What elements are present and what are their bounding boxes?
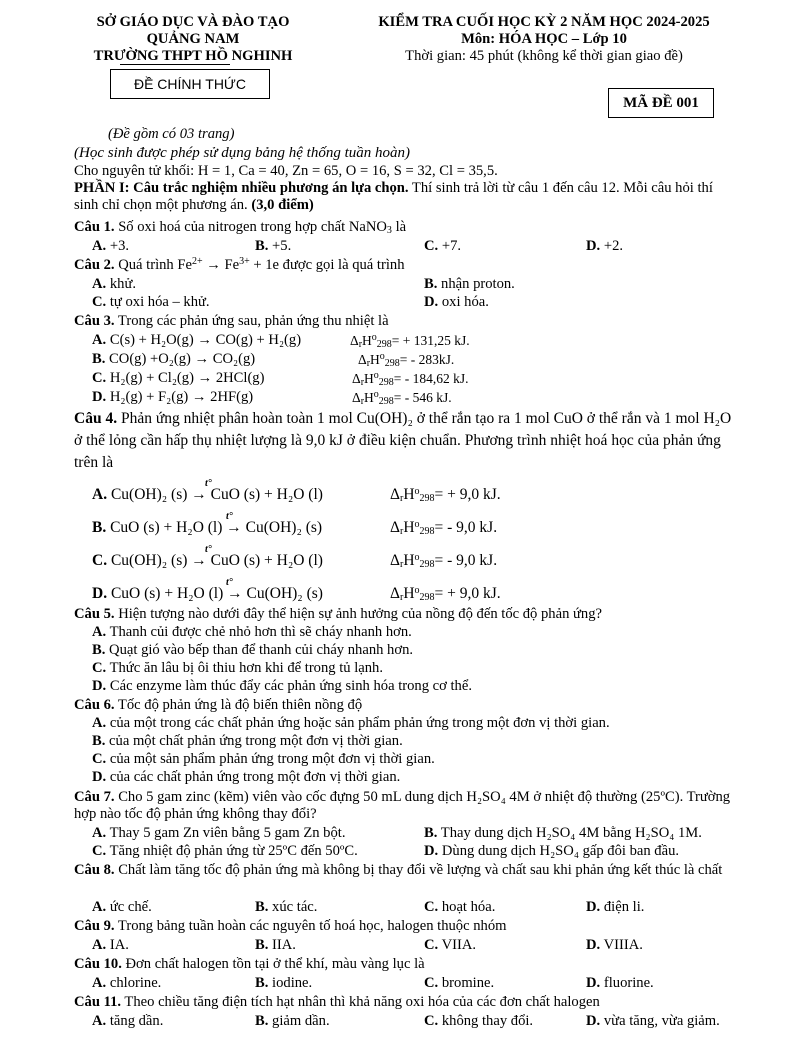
q11-a-text: tăng dần.	[109, 1013, 164, 1029]
q7-b-text: Thay dung dịch H₂SO₄ 4M bằng H₂SO₄ 1M.	[440, 825, 702, 841]
letter-d: D.	[586, 975, 601, 991]
q1-d-text: +2.	[603, 238, 624, 254]
h-std: $^o_{298}$	[373, 370, 394, 388]
q9-text: Trong bảng tuần hoàn các nguyên tố hoá học, halogen thuộc nhóm	[114, 918, 507, 934]
q9-a-text: IA.	[109, 937, 129, 953]
sub-r: r	[360, 396, 365, 407]
q1-option-b[interactable]	[255, 238, 291, 255]
letter-d: D.	[424, 294, 439, 310]
q8-a-text: ức chế.	[109, 899, 152, 915]
q3-b-eq: CO(g) +O₂(g) → CO₂(g)	[109, 351, 256, 367]
q6-option-b[interactable]	[92, 733, 403, 750]
letter-a: A.	[92, 937, 107, 953]
q3-d-eq: H₂(g) + F₂(g) → 2HF(g)	[109, 389, 254, 405]
q11-option-d[interactable]	[586, 1013, 720, 1030]
q9-d-text: VIIIA.	[603, 937, 643, 953]
q2-b-text: nhận proton.	[441, 276, 515, 292]
letter-c: C.	[424, 899, 439, 915]
delta: Δ	[350, 333, 359, 348]
q11-option-a[interactable]	[92, 1013, 163, 1030]
q4-d-eq: CuO (s) + H₂O (l) → Cu(OH)₂ (s)	[110, 585, 323, 602]
q3-option-c[interactable]	[92, 370, 264, 387]
q9-b-text: IIA.	[272, 937, 296, 953]
q10-a-text: chlorine.	[109, 975, 162, 991]
q10-d-text: fluorine.	[603, 975, 654, 991]
sub-r: r	[399, 493, 404, 504]
h-std: $^o_{298}$	[414, 519, 435, 537]
q9-option-d[interactable]	[586, 937, 643, 954]
delta: Δ	[352, 390, 361, 405]
q9-c-text: VIIA.	[441, 937, 477, 953]
letter-b: B.	[255, 238, 269, 254]
q2-text-b: → Fe	[202, 257, 240, 273]
delta: Δ	[358, 352, 367, 367]
q2-option-a[interactable]	[92, 276, 136, 293]
q5-text: Hiện tượng nào dưới đây thể hiện sự ảnh hưởng của nồng độ đến tốc độ phản ứng?	[114, 606, 602, 622]
q2-c-text: tự oxi hóa – khử.	[109, 294, 210, 310]
letter-a: A.	[92, 332, 107, 348]
q3-d-enthalpy	[352, 389, 452, 406]
q3-option-d[interactable]	[92, 389, 253, 406]
q3-c-enthalpy	[352, 370, 469, 387]
q3-option-b[interactable]	[92, 351, 255, 368]
q9-option-b[interactable]	[255, 937, 296, 954]
q4-label: Câu 4.	[74, 410, 118, 427]
heat-t0-c: t°	[205, 544, 212, 555]
letter-d: D.	[92, 585, 108, 602]
q6-option-d[interactable]	[92, 769, 400, 786]
q4-text: Phản ứng nhiệt phân hoàn toàn 1 mol Cu(OH)₂ ở thể rắn tạo ra 1 mol CuO ở thể rắn và 1 mol H₂O ở thể lỏng cần hấp thụ nhiệt lượng là 9,0 kJ ở điều kiện chuẩn. Phương trình nhiệt hoá học của phản ứng trên là	[74, 410, 732, 471]
letter-c: C.	[92, 294, 107, 310]
sub-r: r	[399, 559, 404, 570]
q4-option-b[interactable]	[92, 519, 322, 536]
q1-c-text: +7.	[441, 238, 462, 254]
q3-stem	[74, 313, 389, 330]
q4-stem	[74, 408, 742, 474]
q6-stem	[74, 697, 362, 714]
delta: Δ	[390, 486, 400, 503]
q4-c-eq: Cu(OH)₂ (s) → CuO (s) + H₂O (l)	[110, 552, 323, 569]
q7-option-c[interactable]	[92, 843, 358, 860]
q3-a-eq: C(s) + H₂O(g) → CO(g) + H₂(g)	[109, 332, 302, 348]
q11-c-text: không thay đổi.	[441, 1013, 534, 1029]
q8-option-b[interactable]	[255, 899, 317, 916]
q4-option-c[interactable]	[92, 552, 323, 569]
letter-b: B.	[255, 937, 269, 953]
q7-d-text: Dùng dung dịch H₂SO₄ gấp đôi ban đầu.	[441, 843, 680, 859]
q3-b-dh: = - 283kJ.	[399, 352, 455, 367]
letter-c: C.	[92, 370, 107, 386]
q11-label: Câu 11.	[74, 994, 122, 1010]
h: H	[364, 371, 374, 386]
letter-b: B.	[255, 1013, 269, 1029]
q10-option-d[interactable]	[586, 975, 654, 992]
exam-title: KIỂM TRA CUỐI HỌC KỲ 2 NĂM HỌC 2024-2025	[378, 14, 710, 30]
letter-c: C.	[92, 843, 107, 859]
sub-3: 3	[386, 225, 392, 236]
q2-text-a: Quá trình Fe	[114, 257, 192, 273]
q2-option-c[interactable]	[92, 294, 210, 311]
q1-b-text: +5.	[272, 238, 292, 254]
h-std: $^o_{298}$	[414, 486, 435, 504]
letter-b: B.	[92, 733, 106, 749]
q4-c-enthalpy	[390, 552, 497, 569]
heat-t0-b: t°	[226, 511, 233, 522]
q7-stem	[74, 789, 744, 823]
letter-d: D.	[586, 1013, 601, 1029]
letter-a: A.	[92, 899, 107, 915]
q4-a-eq: Cu(OH)₂ (s) → CuO (s) + H₂O (l)	[110, 486, 323, 503]
q8-option-a[interactable]	[92, 899, 152, 916]
letter-d: D.	[586, 238, 601, 254]
q5-option-b[interactable]	[92, 642, 413, 659]
letter-d: D.	[92, 769, 107, 785]
letter-c: C.	[92, 660, 107, 676]
letter-a: A.	[92, 1013, 107, 1029]
q6-option-c[interactable]	[92, 751, 435, 768]
letter-d: D.	[586, 937, 601, 953]
q4-a-dh: = + 9,0 kJ.	[434, 486, 501, 503]
letter-b: B.	[424, 825, 438, 841]
q8-option-c[interactable]	[424, 899, 495, 916]
q4-option-a[interactable]	[92, 486, 323, 503]
q8-b-text: xúc tác.	[272, 899, 318, 915]
letter-c: C.	[424, 238, 439, 254]
school-underline	[120, 64, 230, 65]
q2-stem	[74, 257, 405, 274]
q2-a-text: khử.	[109, 276, 137, 292]
q10-c-text: bromine.	[441, 975, 495, 991]
h: H	[403, 552, 415, 569]
q5-option-a[interactable]	[92, 624, 412, 641]
sub-r: r	[358, 339, 363, 350]
q7-option-b[interactable]	[424, 825, 702, 842]
q8-label: Câu 8.	[74, 862, 115, 878]
q5-option-d[interactable]	[92, 678, 472, 695]
letter-a: A.	[92, 624, 107, 640]
heat-t0-d: t°	[226, 577, 233, 588]
letter-d: D.	[424, 843, 439, 859]
time-line: Thời gian: 45 phút (không kể thời gian giao đề)	[405, 48, 683, 64]
sub-r: r	[360, 377, 365, 388]
q4-a-enthalpy	[390, 486, 501, 503]
q8-d-text: điện li.	[603, 899, 645, 915]
letter-c: C.	[92, 552, 108, 569]
q10-option-a[interactable]	[92, 975, 161, 992]
q11-option-b[interactable]	[255, 1013, 330, 1030]
h-std: $^o_{298}$	[379, 351, 400, 369]
letter-b: B.	[92, 351, 106, 367]
h: H	[370, 352, 380, 367]
letter-c: C.	[424, 937, 439, 953]
q1-option-a[interactable]	[92, 238, 129, 255]
q10-b-text: iodine.	[272, 975, 313, 991]
q1-option-d[interactable]	[586, 238, 623, 255]
q5-option-c[interactable]	[92, 660, 383, 677]
letter-d: D.	[586, 899, 601, 915]
q4-b-eq: CuO (s) + H₂O (l) → Cu(OH)₂ (s)	[110, 519, 323, 536]
q3-a-dh: = + 131,25 kJ.	[391, 333, 470, 348]
subject-line: Môn: HÓA HỌC – Lớp 10	[461, 31, 627, 47]
q9-option-c[interactable]	[424, 937, 476, 954]
h: H	[362, 333, 372, 348]
q2-option-b[interactable]	[424, 276, 515, 293]
part1-points: (3,0 điểm)	[251, 197, 314, 213]
letter-a: A.	[92, 715, 107, 731]
q3-c-dh: = - 184,62 kJ.	[393, 371, 469, 386]
sup-fe2: 2+	[191, 256, 203, 267]
exam-code-box: MÃ ĐỀ 001	[608, 88, 714, 118]
letter-d: D.	[92, 389, 107, 405]
q7-option-a[interactable]	[92, 825, 345, 842]
q4-b-dh: = - 9,0 kJ.	[434, 519, 498, 536]
q5-label: Câu 5.	[74, 606, 115, 622]
dept-name: SỞ GIÁO DỤC VÀ ĐÀO TẠO	[96, 14, 290, 30]
q2-d-text: oxi hóa.	[441, 294, 489, 310]
delta: Δ	[390, 519, 400, 536]
h: H	[403, 585, 415, 602]
q1-stem	[74, 219, 406, 236]
q4-c-dh: = - 9,0 kJ.	[434, 552, 498, 569]
h: H	[364, 390, 374, 405]
official-box: ĐỀ CHÍNH THỨC	[110, 69, 270, 99]
letter-b: B.	[424, 276, 438, 292]
sub-r: r	[366, 358, 371, 369]
letter-a: A.	[92, 238, 107, 254]
q8-c-text: hoạt hóa.	[441, 899, 496, 915]
pages-note: (Đề gồm có 03 trang)	[108, 126, 235, 142]
letter-a: A.	[92, 486, 108, 503]
province-name: QUẢNG NAM	[146, 31, 240, 47]
q1-a-text: +3.	[109, 238, 130, 254]
q6-a-text: của một trong các chất phản ứng hoặc sản phẩm phản ứng trong một đơn vị thời gian.	[109, 715, 610, 731]
h: H	[403, 519, 415, 536]
h: H	[403, 486, 415, 503]
q2-label: Câu 2.	[74, 257, 115, 273]
letter-b: B.	[92, 519, 107, 536]
h-std: $^o_{298}$	[414, 552, 435, 570]
q6-text: Tốc độ phản ứng là độ biến thiên nồng độ	[114, 697, 363, 713]
q8-stem	[74, 862, 736, 879]
q10-text: Đơn chất halogen tồn tại ở thể khí, màu vàng lục là	[121, 956, 425, 972]
sub-r: r	[399, 526, 404, 537]
part1-title: PHẦN I: Câu trắc nghiệm nhiều phương án lựa chọn.	[74, 180, 409, 196]
q7-c-text: Tăng nhiệt độ phản ứng từ 25ºC đến 50ºC.	[109, 843, 358, 859]
q5-stem	[74, 606, 602, 623]
q9-stem	[74, 918, 506, 935]
q6-b-text: của một chất phản ứng trong một đơn vị thời gian.	[109, 733, 403, 749]
letter-c: C.	[424, 975, 439, 991]
heat-t0-a: t°	[205, 478, 212, 489]
q4-d-dh: = + 9,0 kJ.	[434, 585, 501, 602]
q11-b-text: giảm dần.	[272, 1013, 330, 1029]
q10-option-c[interactable]	[424, 975, 494, 992]
q1-label: Câu 1.	[74, 219, 115, 235]
q8-text: Chất làm tăng tốc độ phản ứng mà không bị thay đổi về lượng và chất sau khi phản ứng kết thúc là chất	[114, 862, 723, 878]
letter-b: B.	[255, 899, 269, 915]
q6-d-text: của các chất phản ứng trong một đơn vị thời gian.	[109, 769, 401, 785]
letter-b: B.	[92, 642, 106, 658]
h-std: $^o_{298}$	[371, 332, 392, 350]
q3-c-eq: H₂(g) + Cl₂(g) → 2HCl(g)	[109, 370, 265, 386]
q3-label: Câu 3.	[74, 313, 115, 329]
q10-stem	[74, 956, 425, 973]
sup-fe3: 3+	[239, 256, 250, 267]
letter-d: D.	[92, 678, 107, 694]
q10-option-b[interactable]	[255, 975, 312, 992]
q3-option-a[interactable]	[92, 332, 301, 349]
q4-option-d[interactable]	[92, 585, 323, 602]
delta: Δ	[390, 552, 400, 569]
q4-d-enthalpy	[390, 585, 501, 602]
q10-label: Câu 10.	[74, 956, 122, 972]
q3-a-enthalpy	[350, 332, 470, 349]
letter-b: B.	[255, 975, 269, 991]
sub-r: r	[399, 592, 404, 603]
q1-text: Số oxi hoá của nitrogen trong hợp chất NaNO	[114, 219, 387, 235]
q2-option-d[interactable]	[424, 294, 489, 311]
q2-text-c: + 1e được gọi là quá trình	[249, 257, 405, 273]
h-std: $^o_{298}$	[414, 585, 435, 603]
q5-b-text: Quạt gió vào bếp than để thanh củi cháy nhanh hơn.	[109, 642, 414, 658]
h-std: $^o_{298}$	[373, 389, 394, 407]
q6-option-a[interactable]	[92, 715, 610, 732]
atomic-masses: Cho nguyên tử khối: H = 1, Ca = 40, Zn = 65, O = 16, S = 32, Cl = 35,5.	[74, 163, 498, 179]
letter-c: C.	[92, 751, 107, 767]
q1-tail: là	[391, 219, 407, 235]
q6-c-text: của một sản phẩm phản ứng trong một đơn vị thời gian.	[109, 751, 435, 767]
q3-b-enthalpy	[358, 351, 454, 368]
q6-label: Câu 6.	[74, 697, 115, 713]
school-name: TRƯỜNG THPT HỒ NGHINH	[93, 48, 293, 64]
delta: Δ	[390, 585, 400, 602]
q5-c-text: Thức ăn lâu bị ôi thiu hơn khi để trong tủ lạnh.	[109, 660, 383, 676]
q3-d-dh: = - 546 kJ.	[393, 390, 452, 405]
q11-d-text: vừa tăng, vừa giảm.	[603, 1013, 720, 1029]
table-allowed-note: (Học sinh được phép sử dụng bảng hệ thống tuần hoàn)	[74, 145, 410, 161]
q7-a-text: Thay 5 gam Zn viên bằng 5 gam Zn bột.	[109, 825, 346, 841]
part1-desc: Thí sinh trả lời từ câu 1 đến câu 12. Mỗi câu hỏi thí sinh chỉ chọn một phương án.	[74, 180, 713, 213]
q3-text: Trong các phản ứng sau, phản ứng thu nhiệt là	[114, 313, 389, 329]
q9-label: Câu 9.	[74, 918, 115, 934]
q8-option-d[interactable]	[586, 899, 644, 916]
q7-option-d[interactable]	[424, 843, 679, 860]
q1-option-c[interactable]	[424, 238, 461, 255]
q4-b-enthalpy	[390, 519, 497, 536]
q11-option-c[interactable]	[424, 1013, 533, 1030]
letter-a: A.	[92, 825, 107, 841]
letter-c: C.	[424, 1013, 439, 1029]
part1-heading	[74, 180, 738, 214]
letter-a: A.	[92, 276, 107, 292]
q11-text: Theo chiều tăng điện tích hạt nhân thì khả năng oxi hóa của các đơn chất halogen	[121, 994, 600, 1010]
q5-a-text: Thanh củi được chẻ nhỏ hơn thì sẽ cháy nhanh hơn.	[109, 624, 412, 640]
q9-option-a[interactable]	[92, 937, 129, 954]
q7-label: Câu 7.	[74, 789, 115, 805]
letter-a: A.	[92, 975, 107, 991]
q5-d-text: Các enzyme làm thúc đẩy các phản ứng sinh hóa trong cơ thể.	[109, 678, 472, 694]
q11-stem	[74, 994, 600, 1011]
delta: Δ	[352, 371, 361, 386]
q7-text: Cho 5 gam zinc (kẽm) viên vào cốc đựng 50 mL dung dịch H₂SO₄ 4M ở nhiệt độ thường (25ºC). Trường hợp nào tốc độ phản ứng không thay đổi?	[74, 789, 731, 822]
